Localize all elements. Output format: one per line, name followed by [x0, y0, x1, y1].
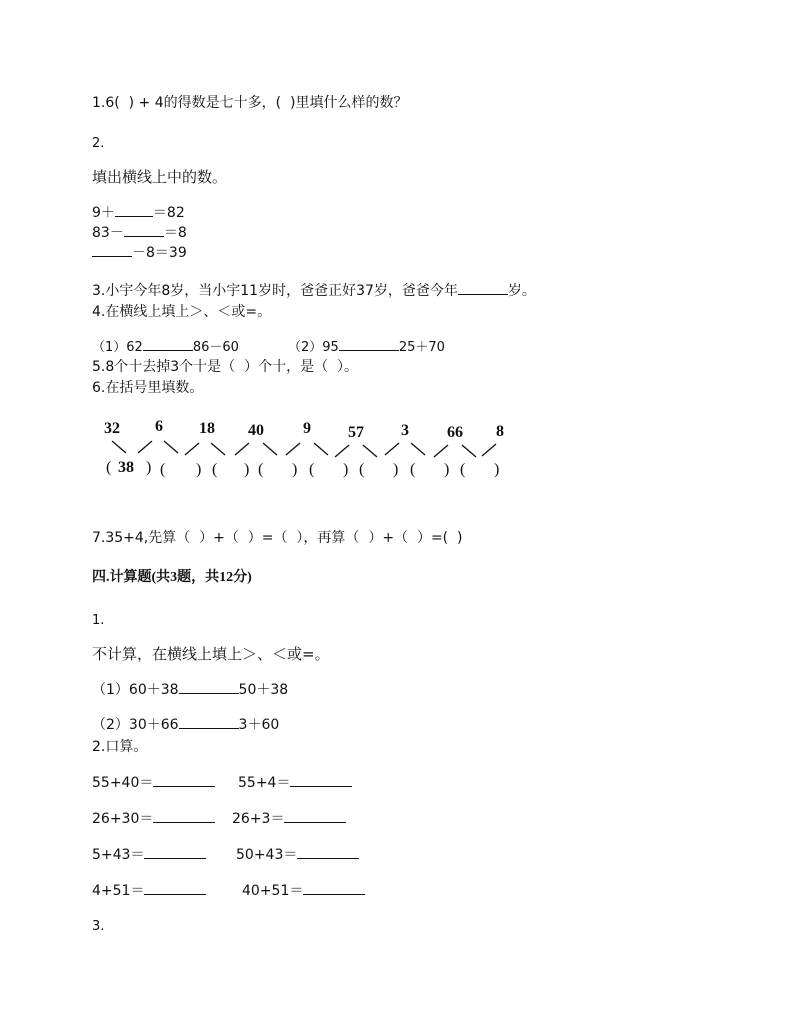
oral-problem: 55+40＝ — [92, 775, 154, 791]
oral-answer-blank[interactable] — [144, 893, 206, 895]
calc-1-number: 1. — [92, 613, 105, 628]
c1-p2-right: 3＋60 — [238, 717, 280, 733]
split-connector-line — [185, 443, 199, 455]
split-connector-line — [434, 445, 448, 457]
answer-open-paren[interactable]: ( — [160, 461, 166, 478]
answer-open-paren: ( — [106, 459, 112, 476]
oral-answer-blank[interactable] — [303, 893, 365, 895]
q2-eq3-right: －8＝39 — [132, 245, 187, 261]
oral-problem: 26+30＝ — [92, 811, 154, 827]
q2-eq1-left: 9＋ — [92, 205, 115, 221]
split-connector-line — [138, 441, 152, 453]
calc-2-title: 2.口算。 — [92, 739, 148, 755]
oral-row-1-left — [92, 776, 215, 790]
split-connector-line — [462, 445, 476, 457]
c1-p1-blank[interactable] — [179, 692, 239, 694]
oral-row-1-right — [238, 776, 352, 790]
answer-close-paren[interactable]: ) — [393, 461, 399, 478]
question-4: 4.在横线上填上＞、＜或=。 — [92, 304, 272, 320]
question-5: 5.8个十去掉3个十是（ ）个十，是（ ）。 — [92, 359, 358, 375]
answer-open-paren[interactable]: ( — [460, 461, 466, 478]
oral-problem: 5+43＝ — [92, 847, 145, 863]
oral-problem: 40+51＝ — [242, 883, 304, 899]
c1-p2-left: （2）30＋66 — [92, 717, 179, 733]
split-number: 18 — [199, 420, 215, 437]
split-connector-line — [363, 445, 377, 457]
q3-text-after: 岁。 — [507, 283, 536, 299]
question-6: 6.在括号里填数。 — [92, 380, 204, 396]
q4-p1-left: （1）62 — [92, 340, 143, 355]
oral-row-2-right — [232, 812, 346, 826]
calc-1-instruction: 不计算，在横线上填上＞、＜或=。 — [92, 645, 330, 663]
oral-answer-blank[interactable] — [297, 857, 359, 859]
question-2-number: 2. — [92, 136, 105, 151]
answer-open-paren[interactable]: ( — [258, 461, 264, 478]
split-connector-line — [385, 443, 399, 455]
oral-problem: 26+3＝ — [232, 811, 285, 827]
split-connector-line — [112, 441, 126, 453]
c1-p1-left: （1）60＋38 — [92, 682, 179, 698]
calc-1-part-2 — [92, 718, 279, 732]
c1-p1-right: 50＋38 — [238, 682, 289, 698]
q2-eq2-left: 83－ — [92, 225, 124, 241]
c1-p2-blank[interactable] — [179, 727, 239, 729]
split-connector-line — [286, 443, 300, 455]
oral-answer-blank[interactable] — [284, 821, 346, 823]
oral-row-4-right — [242, 884, 365, 898]
oral-row-3-left — [92, 848, 206, 862]
q4-p2-left: （2）95 — [288, 340, 339, 355]
oral-answer-blank[interactable] — [153, 785, 215, 787]
split-number: 32 — [104, 420, 120, 437]
question-2-instruction: 填出横线上中的数。 — [92, 168, 228, 186]
split-connector-line — [164, 441, 178, 453]
answer-close-paren[interactable]: ) — [244, 461, 250, 478]
split-connector-line — [314, 443, 328, 455]
answer-close-paren: ) — [146, 459, 152, 476]
answer-open-paren[interactable]: ( — [309, 461, 315, 478]
question-1: 1.6( ) + 4的得数是七十多，( )里填什么样的数？ — [92, 95, 408, 111]
answer-open-paren[interactable]: ( — [359, 461, 365, 478]
section-4-title: 四.计算题(共3题，共12分) — [92, 570, 252, 585]
split-number: 66 — [447, 424, 463, 441]
split-number: 3 — [401, 422, 409, 439]
split-connector-line — [482, 444, 496, 456]
q3-text-before: 3.小宇今年8岁，当小宇11岁时，爸爸正好37岁，爸爸今年 — [92, 283, 458, 299]
oral-problem: 4+51＝ — [92, 883, 145, 899]
oral-row-2-left — [92, 812, 215, 826]
split-connector-line — [411, 443, 425, 455]
answer-close-paren[interactable]: ) — [292, 461, 298, 478]
split-number: 57 — [348, 424, 364, 441]
q2-eq2-right: ＝8 — [163, 225, 187, 241]
answer-open-paren[interactable]: ( — [212, 461, 218, 478]
split-number: 8 — [496, 423, 504, 440]
oral-problem: 50+43＝ — [236, 847, 298, 863]
answer-value: 38 — [118, 459, 134, 476]
q2-eq1-right: ＝82 — [152, 205, 185, 221]
oral-row-3-right — [236, 848, 359, 862]
answer-close-paren[interactable]: ) — [444, 461, 450, 478]
split-connector-line — [211, 443, 225, 455]
split-number: 40 — [248, 422, 264, 439]
answer-close-paren[interactable]: ) — [343, 461, 349, 478]
oral-answer-blank[interactable] — [153, 821, 215, 823]
answer-close-paren[interactable]: ) — [196, 461, 202, 478]
split-number: 6 — [155, 418, 163, 435]
q4-p2-right: 25＋70 — [398, 340, 445, 355]
calc-1-part-1 — [92, 683, 288, 697]
oral-answer-blank[interactable] — [290, 785, 352, 787]
calc-3-number: 3. — [92, 919, 105, 934]
oral-problem: 55+4＝ — [238, 775, 291, 791]
split-connector-line — [263, 443, 277, 455]
answer-close-paren[interactable]: ) — [494, 461, 500, 478]
oral-row-4-left — [92, 884, 206, 898]
oral-answer-blank[interactable] — [144, 857, 206, 859]
split-connector-line — [335, 445, 349, 457]
answer-open-paren[interactable]: ( — [410, 461, 416, 478]
split-number: 9 — [303, 420, 311, 437]
split-connector-line — [235, 443, 249, 455]
question-7: 7.35+4,先算（ ）+（ ）=（ ），再算（ ）+（ ）=( ) — [92, 530, 463, 546]
q4-p1-right: 86－60 — [192, 340, 239, 355]
